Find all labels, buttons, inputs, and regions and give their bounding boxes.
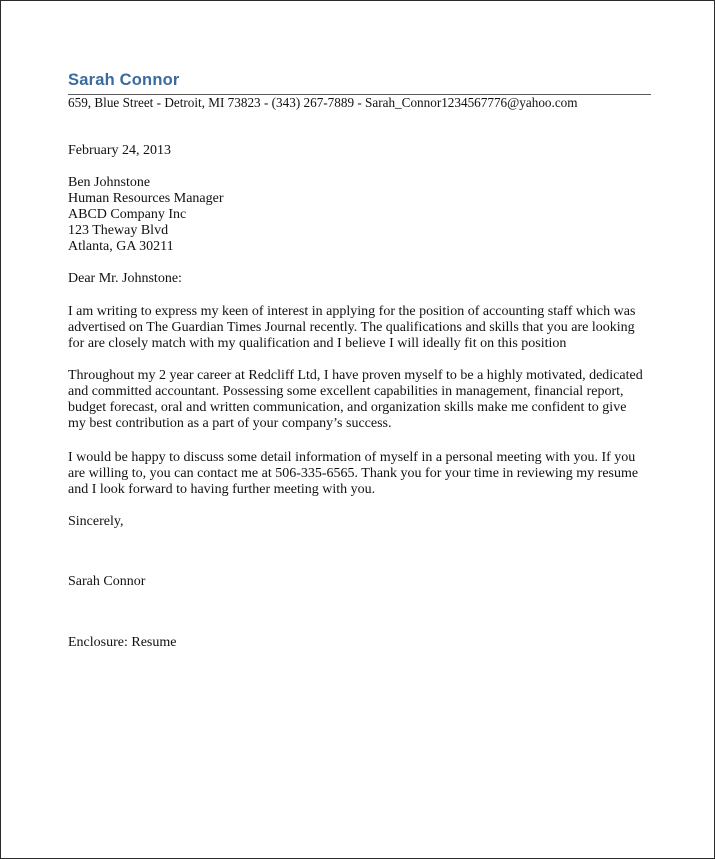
enclosure-note: Enclosure: Resume [68,635,177,650]
paragraph-line: my best contribution as a part of your company’s success. [68,416,392,431]
paragraph-line: budget forecast, oral and written communication, and organization skills make me confident to give [68,400,627,415]
paragraph-line: I am writing to express my keen of interest in applying for the position of accounting staff which was [68,304,636,319]
paragraph-line: advertised on The Guardian Times Journal recently. The qualifications and skills that you are looking [68,320,635,335]
body-paragraph-2 [68,368,653,432]
salutation: Dear Mr. Johnstone: [68,271,182,286]
paragraph-line: Throughout my 2 year career at Redcliff Ltd, I have proven myself to be a highly motivated, dedicated [68,368,643,383]
paragraph-line: and committed accountant. Possessing some excellent capabilities in management, financial report, [68,384,624,399]
paragraph-line: and I look forward to having further meeting with you. [68,482,376,497]
body-paragraph-1 [68,304,653,352]
paragraph-line: for are closely match with my qualification and I believe I will ideally fit on this position [68,336,567,351]
paragraph-line: are willing to, you can contact me at 506-335-6565. Thank you for your time in reviewing my resume [68,466,639,481]
recipient-company: ABCD Company Inc [68,207,187,222]
recipient-city: Atlanta, GA 30211 [68,239,174,254]
paragraph-line: I would be happy to discuss some detail information of myself in a personal meeting with you. If you [68,450,636,465]
recipient-street: 123 Theway Blvd [68,223,169,238]
body-paragraph-3 [68,450,653,498]
recipient-name: Ben Johnstone [68,175,151,190]
closing: Sincerely, [68,514,124,529]
recipient-address [68,175,653,255]
sender-name-heading: Sarah Connor [68,71,180,89]
signature-name: Sarah Connor [68,574,146,589]
letter-date: February 24, 2013 [68,143,172,158]
sender-contact-line: 659, Blue Street - Detroit, MI 73823 - (343) 267-7889 - Sarah_Connor1234567776@yahoo.com [68,95,578,110]
recipient-title: Human Resources Manager [68,191,224,206]
